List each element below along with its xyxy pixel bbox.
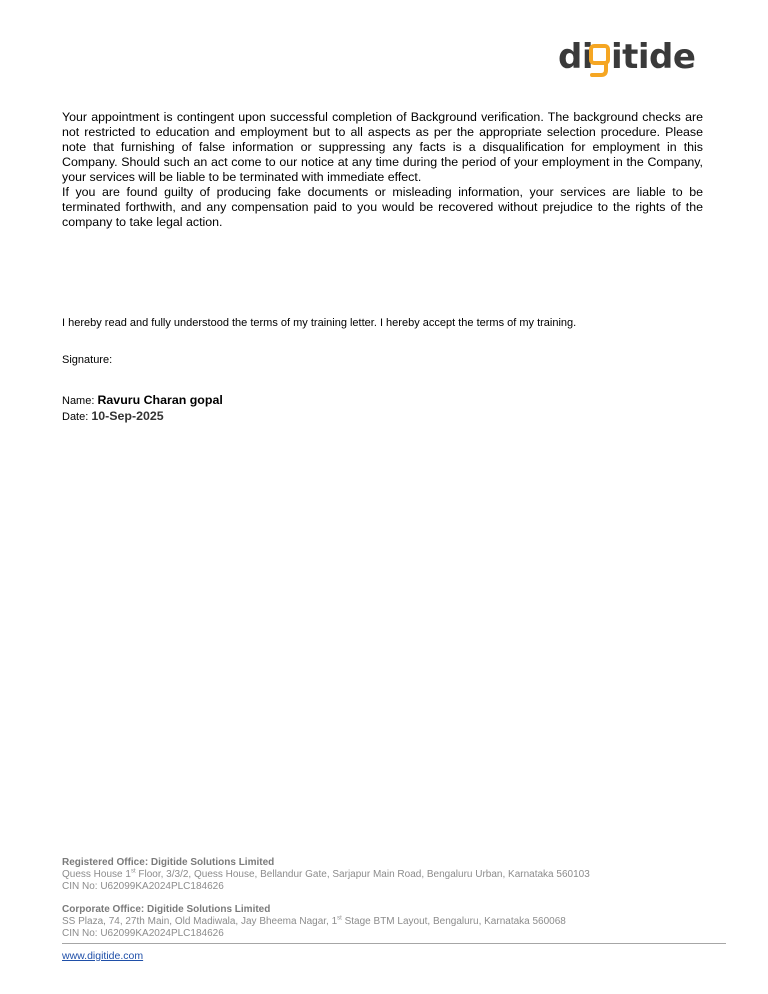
footer-divider: [62, 943, 726, 944]
registered-address-sup: st: [130, 868, 136, 875]
svg-text:di: di: [558, 37, 593, 77]
name-label: Name:: [62, 395, 95, 407]
paragraph-background-check: Your appointment is contingent upon successful completion of Background verification. The background checks are not restricted to education and employment but to all aspects as per the appropriate selection procedure. Please note that furnishing of false information or suppressing any facts is a disqualification for employment in this Company. Should such an act come to our notice at any time during the period of your employment in the Company, your services will be liable to be terminated with immediate effect.: [62, 110, 703, 184]
registered-office-heading: [62, 857, 726, 869]
name-value: Ravuru Charan gopal: [97, 393, 223, 407]
signature-label: Signature:: [62, 354, 113, 366]
corporate-address-sup: st: [337, 915, 342, 922]
registered-office-label: Registered Office: [62, 857, 145, 868]
digitide-logo-icon: [558, 32, 702, 82]
corporate-address-part-b: Stage BTM Layout, Bengaluru, Karnataka 560068: [341, 916, 566, 927]
corporate-office-address: [62, 916, 726, 928]
corporate-office-heading: [62, 904, 726, 916]
logo-accent-mark: [591, 46, 608, 75]
corporate-address-part-a: SS Plaza, 74, 27th Main, Old Madiwala, Jay Bheema Nagar, 1: [62, 916, 338, 927]
svg-text:itide: itide: [611, 37, 696, 77]
date-row: [62, 409, 164, 425]
corporate-office-label: Corporate Office: [62, 904, 141, 915]
background-verification-clause: [62, 110, 703, 230]
paragraph-fake-documents: If you are found guilty of producing fake documents or misleading information, your services are liable to be terminated forthwith, and any compensation paid to you would be recovered without prejudice to the rights of the company to take legal action.: [62, 185, 703, 229]
registered-office-company: : Digitide Solutions Limited: [144, 857, 275, 868]
registered-office-block: [62, 857, 726, 893]
company-logo: [558, 32, 702, 82]
website-link[interactable]: www.digitide.com: [62, 950, 144, 962]
registered-office-address: [62, 869, 726, 881]
registered-address-part-a: Quess House 1: [62, 869, 131, 880]
corporate-office-cin: CIN No: U62099KA2024PLC184626: [62, 928, 224, 939]
date-value: 10-Sep-2025: [91, 409, 164, 423]
registered-office-cin: CIN No: U62099KA2024PLC184626: [62, 881, 224, 892]
corporate-office-company: : Digitide Solutions Limited: [140, 904, 271, 915]
corporate-office-block: [62, 904, 726, 940]
acceptance-statement: I hereby read and fully understood the terms of my training letter. I hereby accept the terms of my training.: [62, 317, 577, 329]
registered-address-part-b: Floor, 3/3/2, Quess House, Bellandur Gate, Sarjapur Main Road, Bengaluru Urban, Karnataka 560103: [135, 869, 590, 880]
name-row: [62, 393, 223, 409]
date-label: Date:: [62, 411, 89, 423]
